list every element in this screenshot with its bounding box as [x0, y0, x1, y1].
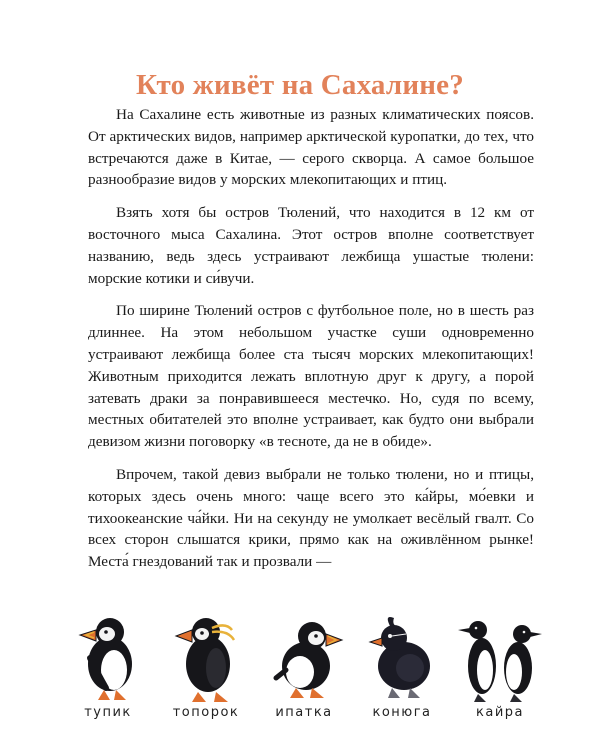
bird-horned-puffin	[256, 608, 352, 743]
paragraph-1: На Сахалине есть животные из разных климатических поясов. От арктических видов, например арктической куропатки, до тех, что встречаются даже в Китае, — серого скворца. А самое большое разнообразие видов у морских млекопитающих и птиц.	[88, 106, 534, 189]
paragraph-2: Взять хотя бы остров Тюлений, что находится в 12 км от восточного мыса Сахалина. Этот остров вполне соответствует названию, ведь здесь устраивают лежбища ушастые тюлени: морские котики и си́вучи.	[88, 204, 534, 287]
bird-illustrations	[60, 608, 550, 743]
bird-label-horned-puffin: ипатка	[275, 705, 333, 720]
paragraph-3: По ширине Тюлений остров с футбольное поле, но в шесть раз длиннее. На этом небольшом участке суши одновременно устраивают лежбища более ста тысяч морских млекопитающих! Животным приходится лежать вплотную друг к другу, а порой затевать драки за понравившееся местечко. Но, судя по всему, местных обитателей это вполне устраивает, как будто они выбрали девизом жизни поговорку «в тесноте, да не в обиде».	[88, 302, 534, 451]
auklet-icon	[354, 608, 450, 708]
puffin-icon	[60, 608, 156, 708]
murre-icon	[452, 608, 548, 708]
page-title: Кто живёт на Сахалине?	[136, 69, 464, 102]
bird-puffin	[60, 608, 156, 743]
bird-auklet	[354, 608, 450, 743]
article-body	[88, 104, 534, 584]
bird-label-puffin: тупик	[84, 705, 132, 720]
bird-murre	[452, 608, 548, 743]
tufted-puffin-icon	[158, 608, 254, 708]
bird-label-tufted-puffin: топорок	[172, 705, 240, 720]
paragraph-4: Впрочем, такой девиз выбрали не только тюлени, но и птицы, которых здесь очень много: чаще всего это ка́йры, мо́евки и тихоокеанские ча́йки. Ни на секунду не умолкает весёлый гвалт. Со всех сторон слышатся крики, прямо как на оживлённом рынке! Места́ гнездований так и прозвали —	[88, 465, 534, 571]
horned-puffin-icon	[256, 608, 352, 708]
bird-label-auklet: конюга	[372, 705, 432, 720]
bird-label-murre: кайра	[476, 705, 524, 720]
bird-tufted-puffin	[158, 608, 254, 743]
